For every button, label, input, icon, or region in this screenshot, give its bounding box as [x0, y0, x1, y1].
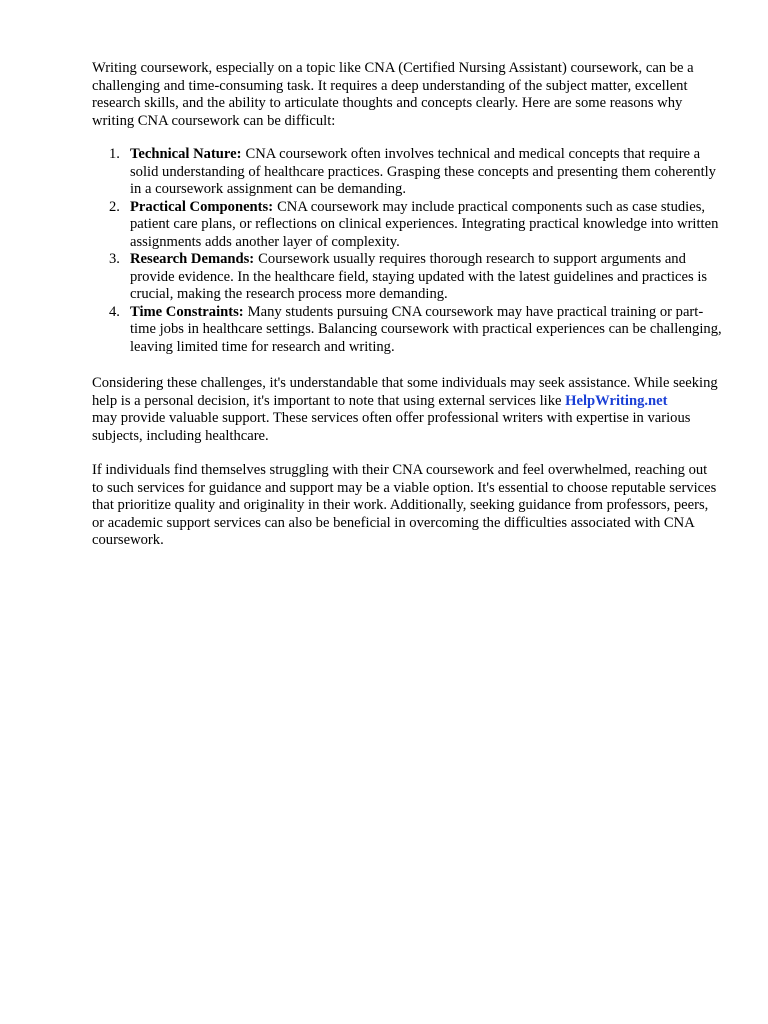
- document-page: [92, 60, 722, 550]
- list-term: Time Constraints:: [130, 303, 244, 320]
- list-number: 3.: [109, 251, 120, 267]
- helpwriting-link[interactable]: HelpWriting.net: [565, 392, 668, 409]
- final-paragraph: If individuals find themselves struggling with their CNA coursework and feel overwhelmed, reaching out to such services for guidance and support may be a viable option. It's essential to choose reputable services that prioritize quality and originality in their work. Additionally, seeking guidance from professors, peers, or academic support services can also be beneficial in overcoming the difficulties associated with CNA coursework.: [92, 462, 717, 548]
- considering-paragraph: [92, 375, 722, 445]
- list-text: CNA coursework often involves technical and medical concepts that require a solid understanding of healthcare practices. Grasping these concepts and presenting them coherently in a coursework assignment can be demanding.: [130, 146, 716, 197]
- list-term: Practical Components:: [130, 198, 274, 215]
- list-number: 2.: [109, 198, 120, 215]
- list-item: [92, 146, 722, 199]
- list-text: Many students pursuing CNA coursework may have practical training or part-time jobs in healthcare settings. Balancing coursework with practical experiences can be challenging, leaving limited time for research and writing.: [130, 303, 722, 355]
- list-item: [92, 304, 722, 357]
- intro-paragraph: Writing coursework, especially on a topic like CNA (Certified Nursing Assistant) coursework, can be a challenging and time-consuming task. It requires a deep understanding of the subject matter, excellent research skills, and the ability to articulate thoughts and concepts clearly. Here are some reasons why writing CNA coursework can be difficult:: [92, 60, 694, 129]
- considering-text-before: Considering these challenges, it's understandable that some individuals may seek assistance. While seeking help is a personal decision, it's important to note that using external services like: [92, 375, 718, 409]
- list-number: 1.: [109, 146, 120, 162]
- list-item: [92, 199, 722, 252]
- list-text: Coursework usually requires thorough research to support arguments and provide evidence. In the healthcare field, staying updated with the latest guidelines and practices is crucial, making the research process more demanding.: [130, 251, 708, 302]
- list-term: Research Demands:: [130, 251, 255, 267]
- considering-text-after: may provide valuable support. These services often offer professional writers with expertise in various subjects, including healthcare.: [92, 410, 691, 444]
- reasons-list: [92, 146, 722, 356]
- list-item: [92, 251, 722, 304]
- list-text: CNA coursework may include practical components such as case studies, patient care plans, or reflections on clinical experiences. Integrating practical knowledge into written assignments adds another layer of complexity.: [130, 198, 719, 250]
- list-number: 4.: [109, 303, 120, 320]
- list-term: Technical Nature:: [130, 146, 242, 162]
